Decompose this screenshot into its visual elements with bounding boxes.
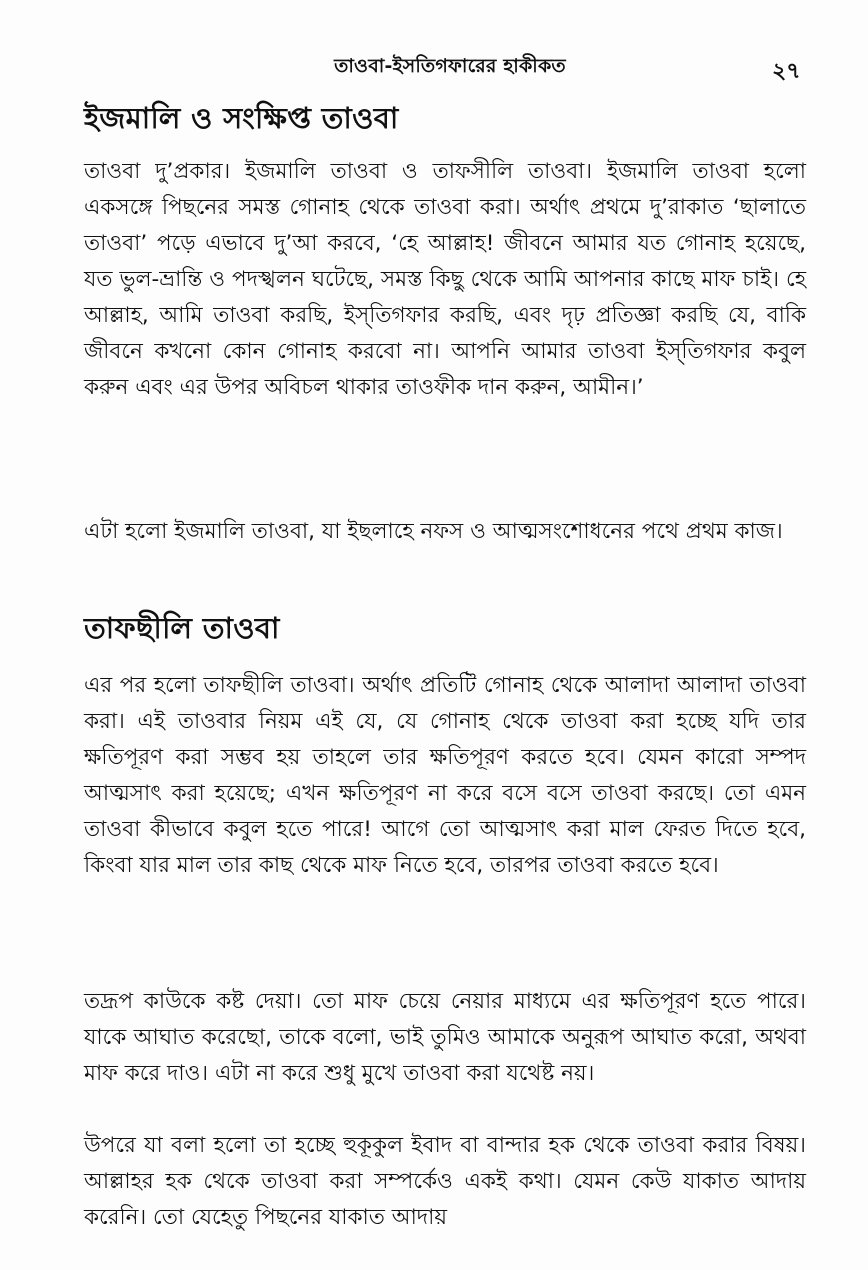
paragraph-tafsili-definition: এর পর হলো তাফছীলি তাওবা। অর্থাৎ প্রতিটি গোনাহ থেকে আলাদা আলাদা তাওবা করা। এই তাওবার নিয়ম এই যে, যে গোনাহ থেকে তাওবা করা হচ্ছে যদি তার ক্ষতিপূরণ করা সম্ভব হয় তাহলে তার ক্ষতিপূরণ করতে হবে। যেমন কারো সম্পদ আত্মসাৎ করা হয়েছে; এখন ক্ষতিপূরণ না করে বসে বসে তাওবা করছে। তো এমন তাওবা কীভাবে কবুল হতে পারে! আগে তো আত্মসাৎ করা মাল ফেরত দিতে হবে, কিংবা যার মাল তার কাছ থেকে মাফ নিতে হবে, তারপর তাওবা করতে হবে।	[84, 673, 806, 878]
section-heading-tafsili: তাফছীলি তাওবা	[84, 611, 280, 645]
section-heading-ijmali: ইজমালি ও সংক্ষিপ্ত তাওবা	[84, 101, 399, 135]
paragraph-ijmali-summary: এটা হলো ইজমালি তাওবা, যা ইছলাহে নফস ও আত্মসংশোধনের পথে প্রথম কাজ।	[84, 519, 783, 544]
paragraph-ijmali-definition: তাওবা দু’প্রকার। ইজমালি তাওবা ও তাফসীলি তাওবা। ইজমালি তাওবা হলো একসঙ্গে পিছনের সমস্ত গোনাহ থেকে তাওবা করা। অর্থাৎ প্রথমে দু’রাকাত ‘ছালাতে তাওবা’ পড়ে এভাবে দু’আ করবে, ‘হে আল্লাহ! জীবনে আমার যত গোনাহ হয়েছে, যত ভুল-ভ্রান্তি ও পদস্খলন ঘটেছে, সমস্ত কিছু থেকে আমি আপনার কাছে মাফ চাই। হে আল্লাহ, আমি তাওবা করছি, ইস্‌তিগফার করছি, এবং দৃঢ় প্রতিজ্ঞা করছি যে, বাকি জীবনে কখনো কোন গোনাহ করবো না। আপনি আমার তাওবা ইস্‌তিগফার কবুল করুন এবং এর উপর অবিচল থাকার তাওফীক দান করুন, আমীন।’	[84, 159, 806, 400]
paragraph-causing-harm: তদ্রূপ কাউকে কষ্ট দেয়া। তো মাফ চেয়ে নেয়ার মাধ্যমে এর ক্ষতিপূরণ হতে পারে। যাকে আঘাত করেছো, তাকে বলো, ভাই তুমিও আমাকে অনুরূপ আঘাত করো, অথবা মাফ করে দাও। এটা না করে শুধু মুখে তাওবা করা যথেষ্ট নয়।	[84, 989, 806, 1086]
paragraph-huququl-ibad: উপরে যা বলা হলো তা হচ্ছে হুকূকুল ইবাদ বা বান্দার হক থেকে তাওবা করার বিষয়। আল্লাহর হক থেকে তাওবা করা সম্পর্কেও একই কথা। যেমন কেউ যাকাত আদায় করেনি। তো যেহেতু পিছনের যাকাত আদায়	[84, 1133, 806, 1230]
running-title: তাওবা-ইসতিগফারের হাকীকত	[334, 55, 566, 77]
page-number: ২৭	[772, 59, 801, 84]
